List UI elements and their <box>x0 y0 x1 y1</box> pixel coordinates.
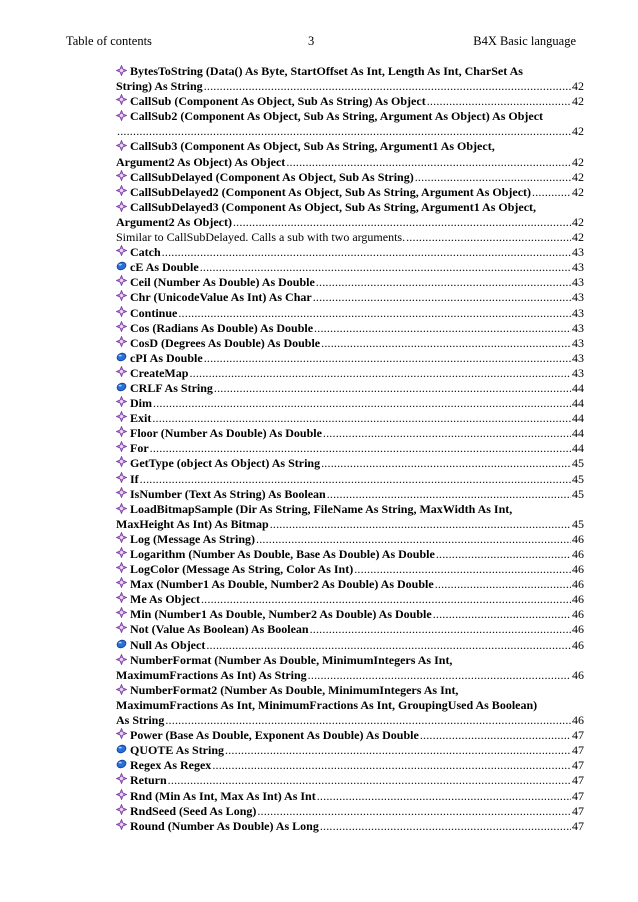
toc-entry-text: Continue <box>130 305 178 320</box>
dot-leader <box>189 366 571 381</box>
toc-page-number: 43 <box>572 350 584 365</box>
toc-entry-last-line <box>116 562 584 577</box>
dot-leader <box>317 789 571 804</box>
toc-entry-text: QUOTE As String <box>130 743 225 758</box>
constant-icon <box>116 381 127 392</box>
toc-entry[interactable] <box>116 728 584 743</box>
toc-page-number: 43 <box>572 275 584 290</box>
toc-entry-text: cE As Double <box>130 260 199 275</box>
dot-leader <box>214 381 571 396</box>
dot-leader <box>206 638 571 653</box>
toc-entry-text: If <box>130 471 139 486</box>
method-icon <box>116 472 127 483</box>
toc-entry[interactable] <box>116 245 584 260</box>
toc-page-number: 46 <box>572 562 584 577</box>
method-icon <box>116 396 127 407</box>
dot-leader <box>313 290 571 305</box>
toc-entry-last-line <box>116 321 584 336</box>
toc-page-number: 45 <box>572 516 584 531</box>
toc-entry[interactable] <box>116 260 584 275</box>
dot-leader <box>354 562 571 577</box>
dot-leader <box>178 306 571 321</box>
toc-entry[interactable] <box>116 426 584 441</box>
toc-entry-text: BytesToString (Data() As Byte, StartOffset As Int, Length As Int, CharSet As <box>130 64 523 78</box>
toc-entry-text: CallSub (Component As Object, Sub As String) As Object <box>130 94 426 109</box>
method-icon <box>116 654 127 665</box>
constant-icon <box>116 260 127 271</box>
toc-entry[interactable] <box>116 758 584 773</box>
toc-page-number: 42 <box>572 94 584 109</box>
toc-page-number: 46 <box>572 592 584 607</box>
dot-leader <box>316 275 571 290</box>
toc-entry-last-line <box>116 260 584 275</box>
toc-entry[interactable] <box>116 577 584 592</box>
dot-leader <box>225 743 571 758</box>
toc-page-number: 47 <box>572 803 584 818</box>
toc-entry-text: Argument2 As Object) As Object <box>116 154 286 169</box>
method-icon <box>116 487 127 498</box>
dot-leader <box>150 441 571 456</box>
dot-leader <box>308 668 571 683</box>
toc-entry-last-line <box>116 275 584 290</box>
toc-entry[interactable] <box>116 64 584 94</box>
dot-leader <box>406 230 571 245</box>
toc-entry[interactable] <box>116 411 584 426</box>
toc-entry-line <box>116 683 584 698</box>
method-icon <box>116 170 127 181</box>
toc-page-number: 47 <box>572 728 584 743</box>
toc-page-number: 42 <box>572 79 584 94</box>
dot-leader <box>212 758 571 773</box>
toc-entry-last-line <box>116 290 584 305</box>
toc-entry-text: Null As Object <box>130 637 206 652</box>
toc-page-number: 43 <box>572 320 584 335</box>
toc-entry-last-line <box>116 789 584 804</box>
toc-entry[interactable] <box>116 366 584 381</box>
toc-page-number: 42 <box>572 124 584 139</box>
header-right: B4X Basic language <box>473 34 576 48</box>
toc-entry-last-line <box>116 441 584 456</box>
method-icon <box>116 245 127 256</box>
method-icon <box>116 728 127 739</box>
toc-entry[interactable] <box>116 306 584 321</box>
toc-page-number: 45 <box>572 456 584 471</box>
toc-entry-text: Cos (Radians As Double) As Double <box>130 320 314 335</box>
toc-entry-line <box>116 109 584 124</box>
toc-entry-text: Catch <box>130 245 161 260</box>
toc-entry[interactable] <box>116 396 584 411</box>
toc-entry[interactable] <box>116 336 584 351</box>
toc-page-number: 44 <box>572 426 584 441</box>
toc-entry[interactable] <box>116 638 584 653</box>
toc-entry-text: Power (Base As Double, Exponent As Double) As Double <box>130 728 419 743</box>
toc-entry-text: Log (Message As String) <box>130 531 255 546</box>
method-icon <box>116 411 127 422</box>
method-icon <box>116 607 127 618</box>
toc-entry[interactable] <box>116 562 584 577</box>
dot-leader <box>165 713 571 728</box>
toc-page-number: 47 <box>572 788 584 803</box>
toc-entry-text: Similar to CallSubDelayed. Calls a sub with two arguments. <box>116 230 406 245</box>
toc-entry-text: As String <box>116 713 165 728</box>
page-header <box>66 33 576 49</box>
toc-entry-last-line <box>116 773 584 788</box>
toc-entry-last-line <box>116 170 584 185</box>
dot-leader <box>435 577 571 592</box>
dot-leader <box>140 472 571 487</box>
toc-page-number: 43 <box>572 290 584 305</box>
toc-page-number: 42 <box>572 154 584 169</box>
toc-entry[interactable] <box>116 230 584 245</box>
toc-entry-last-line <box>116 411 584 426</box>
toc-page-number: 42 <box>572 169 584 184</box>
method-icon <box>116 321 127 332</box>
toc-entry-text: GetType (object As Object) As String <box>130 456 321 471</box>
toc-page-number: 47 <box>572 773 584 788</box>
toc-entry-line <box>116 139 584 154</box>
toc-entry-last-line <box>116 472 584 487</box>
method-icon <box>116 456 127 467</box>
toc-entry[interactable] <box>116 819 584 834</box>
dot-leader <box>327 487 571 502</box>
toc-page-number: 47 <box>572 758 584 773</box>
method-icon <box>116 577 127 588</box>
dot-leader <box>204 79 571 94</box>
toc-page-number: 44 <box>572 411 584 426</box>
dot-leader <box>286 155 571 170</box>
toc-entry[interactable] <box>116 351 584 366</box>
toc-entry-text: CallSub3 (Component As Object, Sub As String, Argument1 As Object, <box>130 139 495 154</box>
dot-leader <box>433 607 571 622</box>
toc-entry-line <box>116 64 584 79</box>
constant-icon <box>116 743 127 754</box>
method-icon <box>116 532 127 543</box>
toc-entry-text: Floor (Number As Double) As Double <box>130 426 322 441</box>
toc-entry-text: CallSub2 (Component As Object, Sub As String, Argument As Object) As Object <box>130 109 544 124</box>
dot-leader <box>256 532 571 547</box>
toc-entry[interactable] <box>116 456 584 471</box>
toc-page-number: 45 <box>572 471 584 486</box>
toc-entry-text: CosD (Degrees As Double) As Double <box>130 335 321 350</box>
toc-entry[interactable] <box>116 547 584 562</box>
toc-entry-last-line <box>116 547 584 562</box>
toc-page-number: 42 <box>572 214 584 229</box>
method-icon <box>116 110 127 121</box>
toc-page-number: 43 <box>572 335 584 350</box>
toc-entry-last-line <box>116 94 584 109</box>
toc-entry[interactable] <box>116 321 584 336</box>
toc-entry-last-line <box>116 622 584 637</box>
toc-page-number: 43 <box>572 305 584 320</box>
method-icon <box>116 426 127 437</box>
toc-entry-text: Dim <box>130 396 152 411</box>
method-icon <box>116 201 127 212</box>
toc-entry-text: Argument2 As Object) <box>116 214 232 229</box>
dot-leader <box>436 547 571 562</box>
toc-entry[interactable] <box>116 653 584 683</box>
toc-entry[interactable] <box>116 804 584 819</box>
toc-entry-last-line <box>116 381 584 396</box>
toc-entry-last-line <box>116 185 584 200</box>
toc-entry-last-line <box>116 728 584 743</box>
toc-page-number: 46 <box>572 531 584 546</box>
toc-page-number: 47 <box>572 743 584 758</box>
dot-leader <box>415 170 571 185</box>
toc-entry[interactable] <box>116 532 584 547</box>
toc-entry-line <box>116 200 584 215</box>
toc-entry-last-line <box>116 230 584 245</box>
toc-entry-text: RndSeed (Seed As Long) <box>130 803 257 818</box>
toc-entry[interactable] <box>116 275 584 290</box>
toc-entry-text: NumberFormat2 (Number As Double, MinimumIntegers As Int, <box>130 682 459 697</box>
toc-entry-last-line <box>116 155 584 170</box>
toc-page-number: 47 <box>572 818 584 833</box>
dot-leader <box>321 336 571 351</box>
dot-leader <box>321 456 571 471</box>
toc-entry-line <box>116 502 584 517</box>
toc-entry-text: MaxHeight As Int) As Bitmap <box>116 516 269 531</box>
toc-entry[interactable] <box>116 683 584 728</box>
method-icon <box>116 547 127 558</box>
constant-icon <box>116 758 127 769</box>
toc-list <box>116 64 584 834</box>
toc-entry-last-line <box>116 607 584 622</box>
toc-entry-text: CreateMap <box>130 365 189 380</box>
toc-entry-last-line <box>116 245 584 260</box>
toc-entry[interactable] <box>116 109 584 139</box>
method-icon <box>116 94 127 105</box>
toc-entry-text: CallSubDelayed3 (Component As Object, Sub As String, Argument1 As Object, <box>130 199 537 214</box>
toc-entry-last-line <box>116 638 584 653</box>
dot-leader <box>270 517 571 532</box>
dot-leader <box>323 426 571 441</box>
toc-page-number: 46 <box>572 607 584 622</box>
toc-page-number: 43 <box>572 365 584 380</box>
dot-leader <box>204 351 571 366</box>
toc-entry[interactable] <box>116 472 584 487</box>
dot-leader <box>427 94 571 109</box>
method-icon <box>116 804 127 815</box>
toc-entry[interactable] <box>116 290 584 305</box>
toc-entry-last-line <box>116 668 584 683</box>
toc-entry-last-line <box>116 456 584 471</box>
method-icon <box>116 441 127 452</box>
dot-leader <box>532 185 571 200</box>
method-icon <box>116 684 127 695</box>
toc-entry[interactable] <box>116 487 584 502</box>
method-icon <box>116 622 127 633</box>
toc-entry-last-line <box>116 487 584 502</box>
toc-entry-last-line <box>116 306 584 321</box>
method-icon <box>116 275 127 286</box>
toc-page-number: 45 <box>572 486 584 501</box>
toc-entry-last-line <box>116 713 584 728</box>
toc-page-number: 43 <box>572 245 584 260</box>
method-icon <box>116 185 127 196</box>
toc-entry-text: Chr (UnicodeValue As Int) As Char <box>130 290 312 305</box>
constant-icon <box>116 638 127 649</box>
toc-page-number: 46 <box>572 637 584 652</box>
dot-leader <box>233 215 571 230</box>
toc-page-number: 46 <box>572 547 584 561</box>
toc-entry-text: NumberFormat (Number As Double, MinimumIntegers As Int, <box>130 652 453 667</box>
toc-entry[interactable] <box>116 441 584 456</box>
toc-page-number: 46 <box>572 622 584 637</box>
toc-entry[interactable] <box>116 789 584 804</box>
toc-entry[interactable] <box>116 170 584 185</box>
toc-entry-text: MaximumFractions As Int) As String <box>116 667 307 682</box>
constant-icon <box>116 351 127 362</box>
toc-entry-last-line <box>116 532 584 547</box>
toc-entry-line <box>116 698 584 713</box>
header-left: Table of contents <box>66 34 152 48</box>
method-icon <box>116 503 127 514</box>
toc-page-number: 43 <box>572 260 584 275</box>
toc-entry-text: CallSubDelayed2 (Component As Object, Sub As String, Argument As Object) <box>130 184 532 199</box>
method-icon <box>116 336 127 347</box>
method-icon <box>116 366 127 377</box>
toc-entry-text: Exit <box>130 411 152 426</box>
toc-entry[interactable] <box>116 592 584 607</box>
toc-entry-last-line <box>116 804 584 819</box>
toc-entry-last-line <box>116 743 584 758</box>
method-icon <box>116 819 127 830</box>
method-icon <box>116 140 127 151</box>
dot-leader <box>314 321 571 336</box>
toc-entry[interactable] <box>116 607 584 622</box>
toc-entry-text: Logarithm (Number As Double, Base As Double) As Double <box>130 547 435 561</box>
dot-leader <box>320 819 571 834</box>
page-number: 3 <box>308 34 315 48</box>
toc-entry-last-line <box>116 592 584 607</box>
toc-page-number: 44 <box>572 441 584 456</box>
toc-page-number: 44 <box>572 380 584 395</box>
toc-entry-last-line <box>116 79 584 94</box>
dot-leader <box>200 260 571 275</box>
toc-entry-text: IsNumber (Text As String) As Boolean <box>130 486 326 501</box>
toc-entry-text: MaximumFractions As Int, MinimumFractions As Int, GroupingUsed As Boolean) <box>116 697 538 712</box>
toc-entry-text: CallSubDelayed (Component As Object, Sub As String) <box>130 169 414 184</box>
toc-page-number: 46 <box>572 667 584 682</box>
dot-leader <box>201 592 571 607</box>
dot-leader <box>420 728 571 743</box>
dot-leader <box>152 411 571 426</box>
method-icon <box>116 773 127 784</box>
toc-entry[interactable] <box>116 200 584 230</box>
method-icon <box>116 592 127 603</box>
method-icon <box>116 789 127 800</box>
toc-entry[interactable] <box>116 94 584 109</box>
toc-entry[interactable] <box>116 622 584 637</box>
toc-entry-text: CRLF As String <box>130 380 213 395</box>
dot-leader <box>162 245 571 260</box>
toc-entry[interactable] <box>116 773 584 788</box>
dot-leader <box>310 622 571 637</box>
toc-page-number: 44 <box>572 396 584 411</box>
toc-page-number: 42 <box>572 230 584 245</box>
toc-entry-last-line <box>116 124 584 139</box>
toc-entry-last-line <box>116 396 584 411</box>
toc-entry-text: Rnd (Min As Int, Max As Int) As Int <box>130 788 316 803</box>
toc-entry-text: Regex As Regex <box>130 758 212 773</box>
method-icon <box>116 306 127 317</box>
toc-entry-text: Ceil (Number As Double) As Double <box>130 275 315 290</box>
toc-entry-text: LogColor (Message As String, Color As Int) <box>130 562 354 577</box>
toc-entry-line <box>116 653 584 668</box>
toc-entry-last-line <box>116 215 584 230</box>
toc-entry[interactable] <box>116 139 584 169</box>
toc-page-number: 46 <box>572 713 584 728</box>
dot-leader <box>117 124 571 139</box>
toc-entry-last-line <box>116 517 584 532</box>
toc-page-number: 46 <box>572 577 584 592</box>
toc-entry-last-line <box>116 351 584 366</box>
toc-entry-last-line <box>116 819 584 834</box>
toc-entry-text: Not (Value As Boolean) As Boolean <box>130 622 309 637</box>
toc-entry-last-line <box>116 366 584 381</box>
toc-entry[interactable] <box>116 502 584 532</box>
toc-entry-text: Max (Number1 As Double, Number2 As Double) As Double <box>130 577 434 592</box>
toc-entry[interactable] <box>116 381 584 396</box>
toc-entry-text: Me As Object <box>130 592 200 607</box>
toc-entry-text: For <box>130 441 149 456</box>
dot-leader <box>168 773 571 788</box>
method-icon <box>116 65 127 76</box>
toc-entry-last-line <box>116 577 584 592</box>
toc-entry[interactable] <box>116 185 584 200</box>
toc-entry-text: cPI As Double <box>130 350 203 365</box>
toc-entry-last-line <box>116 758 584 773</box>
toc-entry-last-line <box>116 426 584 441</box>
toc-entry-text: Return <box>130 773 167 788</box>
toc-page-number: 42 <box>572 184 584 199</box>
method-icon <box>116 562 127 573</box>
dot-leader <box>257 804 571 819</box>
toc-entry-last-line <box>116 336 584 351</box>
toc-entry-text: String) As String <box>116 79 203 94</box>
toc-entry-text: LoadBitmapSample (Dir As String, FileName As String, MaxWidth As Int, <box>130 501 513 516</box>
dot-leader <box>153 396 571 411</box>
method-icon <box>116 290 127 301</box>
toc-entry-text: Min (Number1 As Double, Number2 As Double) As Double <box>130 607 432 622</box>
toc-entry[interactable] <box>116 743 584 758</box>
toc-entry-text: Round (Number As Double) As Long <box>130 818 319 833</box>
